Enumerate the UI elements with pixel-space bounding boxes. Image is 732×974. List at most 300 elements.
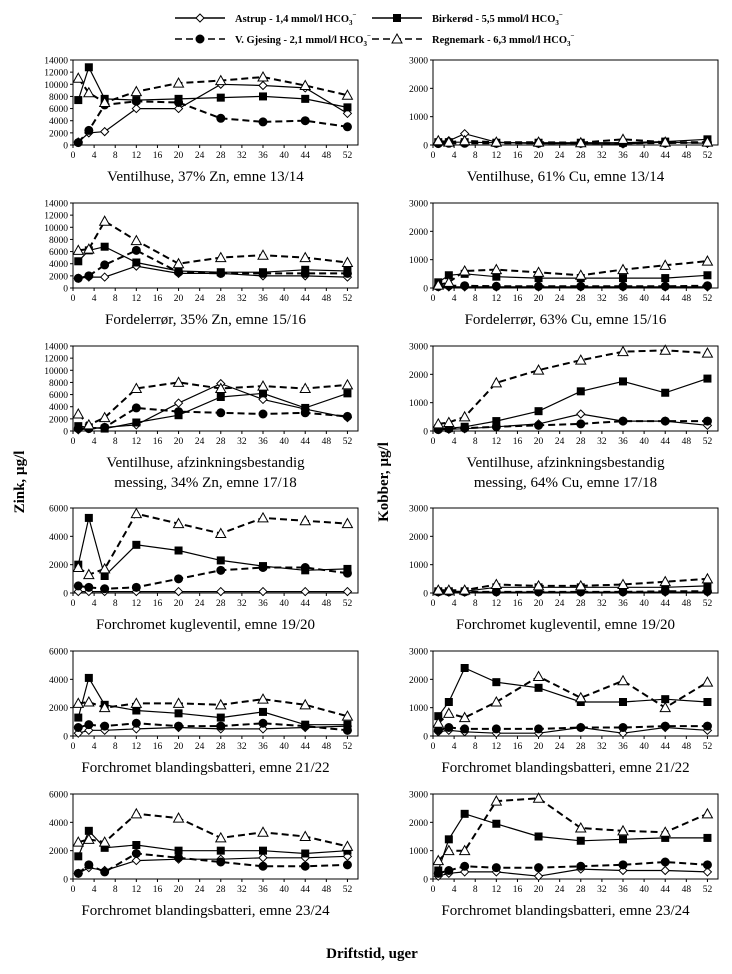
data-point-gjesing xyxy=(175,575,183,583)
x-tick-label: 16 xyxy=(152,294,163,304)
y-tick-label: 1000 xyxy=(409,704,428,715)
y-tick-label: 0 xyxy=(423,427,428,438)
data-point-birkerod xyxy=(75,97,82,104)
y-tick-label: 6000 xyxy=(49,248,68,259)
data-point-regnemark xyxy=(84,697,94,706)
plot-area xyxy=(433,60,718,145)
chart-panel xyxy=(49,648,358,777)
x-tick-label: 40 xyxy=(279,742,289,752)
y-tick-label: 2000 xyxy=(409,370,428,381)
chart-caption: Forchromet kugleventil, emne 19/20 xyxy=(455,617,676,633)
x-tick-label: 52 xyxy=(342,437,353,447)
data-point-gjesing xyxy=(445,724,453,732)
x-tick-label: 0 xyxy=(430,885,436,895)
data-point-birkerod xyxy=(260,847,267,854)
data-point-gjesing xyxy=(703,587,711,595)
x-tick-label: 28 xyxy=(216,437,226,447)
x-tick-label: 28 xyxy=(576,437,586,447)
x-tick-label: 20 xyxy=(173,294,184,304)
x-tick-label: 52 xyxy=(342,294,353,304)
x-tick-label: 0 xyxy=(70,437,76,447)
data-point-gjesing xyxy=(132,583,140,591)
y-tick-label: 1000 xyxy=(409,113,428,124)
data-point-birkerod xyxy=(662,389,669,396)
y-tick-label: 4000 xyxy=(49,117,68,128)
x-tick-label: 28 xyxy=(216,599,226,609)
x-tick-label: 12 xyxy=(491,742,502,752)
data-point-astrup xyxy=(259,854,267,862)
data-point-birkerod xyxy=(535,833,542,840)
x-tick-label: 12 xyxy=(131,151,142,161)
x-tick-label: 40 xyxy=(639,742,649,752)
x-tick-label: 44 xyxy=(300,599,310,609)
x-tick-label: 0 xyxy=(70,151,76,161)
y-tick-label: 4000 xyxy=(49,818,68,829)
chart-caption: Ventilhuse, afzinkningsbestandig xyxy=(466,455,665,471)
x-tick-label: 16 xyxy=(512,885,523,895)
data-point-birkerod xyxy=(217,714,224,721)
data-point-gjesing xyxy=(85,126,93,134)
data-point-gjesing xyxy=(217,409,225,417)
data-point-gjesing xyxy=(343,569,351,577)
data-point-gjesing xyxy=(74,139,82,147)
data-point-regnemark xyxy=(491,697,501,706)
series-gjesing xyxy=(434,282,711,291)
x-tick-label: 40 xyxy=(639,151,649,161)
x-tick-label: 20 xyxy=(173,437,184,447)
data-point-birkerod xyxy=(260,93,267,100)
x-tick-label: 12 xyxy=(491,151,502,161)
y-tick-label: 3000 xyxy=(409,647,428,658)
data-point-gjesing xyxy=(661,858,669,866)
data-point-gjesing xyxy=(703,722,711,730)
x-tick-label: 12 xyxy=(131,885,142,895)
legend xyxy=(175,11,575,48)
x-tick-label: 20 xyxy=(173,599,184,609)
data-point-gjesing xyxy=(175,99,183,107)
x-tick-label: 8 xyxy=(472,437,478,447)
data-point-birkerod xyxy=(662,696,669,703)
data-point-birkerod xyxy=(493,273,500,280)
x-tick-label: 16 xyxy=(152,885,163,895)
x-tick-label: 52 xyxy=(702,437,713,447)
data-point-birkerod xyxy=(217,94,224,101)
data-point-gjesing xyxy=(343,861,351,869)
x-tick-label: 40 xyxy=(279,599,289,609)
x-tick-label: 8 xyxy=(472,151,478,161)
data-point-gjesing xyxy=(301,269,309,277)
x-tick-label: 36 xyxy=(618,437,628,447)
x-tick-label: 36 xyxy=(618,599,628,609)
y-tick-label: 2000 xyxy=(49,272,68,283)
x-tick-label: 8 xyxy=(472,294,478,304)
plot-area xyxy=(73,203,358,288)
y-tick-label: 1000 xyxy=(409,847,428,858)
x-tick-label: 44 xyxy=(300,294,310,304)
x-tick-label: 20 xyxy=(533,151,544,161)
data-point-birkerod xyxy=(217,394,224,401)
series-birkerod xyxy=(75,674,351,728)
x-tick-label: 36 xyxy=(258,437,268,447)
x-tick-label: 48 xyxy=(681,151,692,161)
data-point-gjesing xyxy=(132,719,140,727)
x-tick-label: 28 xyxy=(216,742,226,752)
chart-caption: Forchromet blandingsbatteri, emne 21/22 xyxy=(81,760,330,776)
data-point-birkerod xyxy=(704,834,711,841)
y-tick-label: 1000 xyxy=(409,561,428,572)
data-point-gjesing xyxy=(74,582,82,590)
data-point-gjesing xyxy=(619,588,627,596)
y-tick-label: 12000 xyxy=(44,68,68,79)
data-point-regnemark xyxy=(702,348,712,357)
x-tick-label: 28 xyxy=(216,885,226,895)
x-tick-label: 28 xyxy=(576,599,586,609)
data-point-birkerod xyxy=(217,847,224,854)
data-point-birkerod xyxy=(85,64,92,71)
x-tick-label: 12 xyxy=(491,437,502,447)
plot-area xyxy=(73,60,358,145)
data-point-regnemark xyxy=(131,809,141,818)
data-point-birkerod xyxy=(217,557,224,564)
x-tick-label: 36 xyxy=(258,294,268,304)
data-point-regnemark xyxy=(444,708,454,717)
x-tick-label: 48 xyxy=(681,437,692,447)
data-point-regnemark xyxy=(258,513,268,522)
data-point-birkerod xyxy=(620,836,627,843)
data-point-gjesing xyxy=(492,423,500,431)
x-tick-label: 32 xyxy=(597,437,607,447)
x-tick-label: 16 xyxy=(152,599,163,609)
x-tick-label: 36 xyxy=(258,599,268,609)
y-tick-label: 3000 xyxy=(409,504,428,515)
data-point-gjesing xyxy=(175,408,183,416)
data-point-gjesing xyxy=(217,858,225,866)
data-point-birkerod xyxy=(133,419,140,426)
y-tick-label: 0 xyxy=(63,427,68,438)
y-tick-label: 2000 xyxy=(49,129,68,140)
data-point-regnemark xyxy=(131,87,141,96)
data-point-birkerod xyxy=(85,827,92,834)
x-tick-label: 24 xyxy=(194,294,205,304)
x-tick-label: 4 xyxy=(451,437,457,447)
y-tick-label: 4000 xyxy=(49,675,68,686)
x-tick-label: 32 xyxy=(237,294,247,304)
y-tick-label: 3000 xyxy=(409,790,428,801)
x-tick-label: 36 xyxy=(618,294,628,304)
y-tick-label: 3000 xyxy=(409,56,428,67)
y-tick-label: 4000 xyxy=(49,260,68,271)
data-point-gjesing xyxy=(343,726,351,734)
y-tick-label: 4000 xyxy=(49,532,68,543)
series-line-regnemark xyxy=(438,798,707,860)
x-tick-label: 0 xyxy=(70,599,76,609)
x-tick-label: 8 xyxy=(112,294,118,304)
y-tick-label: 10000 xyxy=(44,80,68,91)
data-point-regnemark xyxy=(534,672,544,681)
x-tick-label: 12 xyxy=(131,294,142,304)
series-line-birkerod xyxy=(78,678,347,725)
legend-marker-astrup xyxy=(196,14,204,22)
data-point-gjesing xyxy=(217,566,225,574)
data-point-gjesing xyxy=(535,282,543,290)
x-tick-label: 4 xyxy=(451,151,457,161)
x-tick-label: 44 xyxy=(300,742,310,752)
x-tick-label: 0 xyxy=(430,742,436,752)
chart-caption: Forchromet kugleventil, emne 19/20 xyxy=(95,617,316,633)
data-point-birkerod xyxy=(445,836,452,843)
data-point-gjesing xyxy=(703,417,711,425)
x-tick-label: 40 xyxy=(279,885,289,895)
chart-caption: Ventilhuse, 37% Zn, emne 13/14 xyxy=(107,169,304,185)
data-point-gjesing xyxy=(74,724,82,732)
x-tick-label: 44 xyxy=(300,885,310,895)
y-tick-label: 3000 xyxy=(409,342,428,353)
data-point-gjesing xyxy=(619,282,627,290)
x-tick-label: 48 xyxy=(321,599,332,609)
data-point-gjesing xyxy=(85,861,93,869)
x-tick-label: 52 xyxy=(702,742,713,752)
x-tick-label: 40 xyxy=(639,885,649,895)
data-point-birkerod xyxy=(75,714,82,721)
data-point-gjesing xyxy=(535,725,543,733)
data-point-regnemark xyxy=(342,258,352,267)
x-tick-label: 20 xyxy=(173,151,184,161)
data-point-regnemark xyxy=(174,813,184,822)
x-tick-label: 32 xyxy=(597,151,607,161)
x-tick-label: 24 xyxy=(194,599,205,609)
y-tick-label: 6000 xyxy=(49,105,68,116)
x-tick-label: 4 xyxy=(451,885,457,895)
data-point-birkerod xyxy=(493,820,500,827)
data-point-gjesing xyxy=(461,725,469,733)
y-tick-label: 2000 xyxy=(409,675,428,686)
y-tick-label: 14000 xyxy=(44,199,68,210)
chart-panel xyxy=(409,648,718,777)
series-gjesing xyxy=(74,719,351,734)
data-point-gjesing xyxy=(85,272,93,280)
x-tick-label: 44 xyxy=(660,742,670,752)
data-point-gjesing xyxy=(535,421,543,429)
x-tick-label: 36 xyxy=(618,742,628,752)
x-tick-label: 24 xyxy=(554,151,565,161)
data-point-regnemark xyxy=(702,677,712,686)
data-point-birkerod xyxy=(101,243,108,250)
y-tick-label: 2000 xyxy=(409,532,428,543)
data-point-gjesing xyxy=(703,861,711,869)
y-tick-label: 0 xyxy=(423,589,428,600)
chart-caption: Ventilhuse, 61% Cu, emne 13/14 xyxy=(466,169,665,185)
data-point-gjesing xyxy=(85,721,93,729)
x-tick-label: 24 xyxy=(554,599,565,609)
legend-item-gjesing xyxy=(175,32,371,48)
data-point-gjesing xyxy=(85,583,93,591)
x-tick-label: 32 xyxy=(597,599,607,609)
data-point-gjesing xyxy=(132,404,140,412)
x-tick-label: 40 xyxy=(639,599,649,609)
data-point-gjesing xyxy=(492,864,500,872)
y-tick-label: 0 xyxy=(63,141,68,152)
data-point-birkerod xyxy=(535,408,542,415)
x-tick-label: 32 xyxy=(237,599,247,609)
data-point-birkerod xyxy=(461,665,468,672)
data-point-gjesing xyxy=(217,722,225,730)
data-point-regnemark xyxy=(342,841,352,850)
data-point-birkerod xyxy=(620,378,627,385)
data-point-birkerod xyxy=(85,674,92,681)
x-tick-label: 8 xyxy=(112,742,118,752)
x-tick-label: 24 xyxy=(554,742,565,752)
x-tick-label: 20 xyxy=(533,599,544,609)
data-point-birkerod xyxy=(75,853,82,860)
x-tick-label: 20 xyxy=(533,437,544,447)
series-gjesing xyxy=(434,858,711,877)
chart-panel xyxy=(409,200,718,329)
data-point-birkerod xyxy=(85,514,92,521)
data-point-birkerod xyxy=(493,679,500,686)
legend-label-regnemark: Regnemark - 6,3 mmol/l $HCO_3^-$ xyxy=(432,32,575,48)
legend-item-astrup xyxy=(175,11,357,27)
data-point-gjesing xyxy=(461,862,469,870)
series-line-regnemark xyxy=(438,350,707,424)
x-tick-label: 48 xyxy=(681,885,692,895)
data-point-regnemark xyxy=(174,259,184,268)
data-point-gjesing xyxy=(175,268,183,276)
data-point-birkerod xyxy=(133,707,140,714)
x-tick-label: 4 xyxy=(91,437,97,447)
data-point-regnemark xyxy=(702,809,712,818)
data-point-birkerod xyxy=(344,390,351,397)
data-point-gjesing xyxy=(577,862,585,870)
x-tick-label: 4 xyxy=(91,885,97,895)
data-point-gjesing xyxy=(343,412,351,420)
y-tick-label: 6000 xyxy=(49,391,68,402)
chart-caption: Fordelerrør, 35% Zn, emne 15/16 xyxy=(104,312,307,328)
x-tick-label: 44 xyxy=(660,151,670,161)
x-tick-label: 44 xyxy=(660,885,670,895)
data-point-gjesing xyxy=(259,862,267,870)
x-tick-label: 24 xyxy=(194,885,205,895)
y-tick-label: 6000 xyxy=(49,504,68,515)
x-tick-label: 16 xyxy=(512,742,523,752)
y-tick-label: 0 xyxy=(63,732,68,743)
y-tick-label: 0 xyxy=(423,284,428,295)
x-tick-label: 16 xyxy=(512,599,523,609)
data-point-gjesing xyxy=(101,722,109,730)
plot-area xyxy=(73,651,358,736)
chart-caption: Forchromet blandingsbatteri, emne 23/24 xyxy=(81,903,330,919)
x-tick-label: 12 xyxy=(131,599,142,609)
data-point-birkerod xyxy=(704,272,711,279)
plot-area xyxy=(433,346,718,431)
data-point-gjesing xyxy=(175,854,183,862)
data-point-astrup xyxy=(259,588,267,596)
x-tick-label: 16 xyxy=(512,294,523,304)
y-tick-label: 12000 xyxy=(44,211,68,222)
data-point-gjesing xyxy=(343,123,351,131)
x-tick-label: 12 xyxy=(491,885,502,895)
x-tick-label: 8 xyxy=(472,742,478,752)
data-point-birkerod xyxy=(577,388,584,395)
data-point-astrup xyxy=(661,867,669,875)
y-tick-label: 2000 xyxy=(409,84,428,95)
x-tick-label: 24 xyxy=(194,437,205,447)
y-tick-label: 6000 xyxy=(49,790,68,801)
data-point-gjesing xyxy=(132,97,140,105)
x-tick-label: 0 xyxy=(430,599,436,609)
y-tick-label: 8000 xyxy=(49,235,68,246)
legend-label-gjesing: V. Gjesing - 2,1 mmol/l $HCO_3^-$ xyxy=(235,32,371,48)
chart-panel xyxy=(49,791,358,920)
data-point-birkerod xyxy=(302,95,309,102)
data-point-birkerod xyxy=(75,258,82,265)
x-tick-label: 16 xyxy=(512,151,523,161)
x-tick-label: 20 xyxy=(533,742,544,752)
y-tick-label: 1000 xyxy=(409,256,428,267)
x-tick-label: 8 xyxy=(112,599,118,609)
x-tick-label: 24 xyxy=(554,294,565,304)
x-tick-label: 48 xyxy=(321,294,332,304)
chart-caption: messing, 34% Zn, emne 17/18 xyxy=(114,475,297,491)
data-point-birkerod xyxy=(461,810,468,817)
data-point-birkerod xyxy=(175,547,182,554)
chart-panel xyxy=(44,57,358,186)
data-point-gjesing xyxy=(259,118,267,126)
data-point-gjesing xyxy=(461,282,469,290)
y-tick-label: 8000 xyxy=(49,92,68,103)
data-point-gjesing xyxy=(434,869,442,877)
x-tick-label: 28 xyxy=(576,151,586,161)
y-tick-label: 0 xyxy=(63,589,68,600)
y-tick-label: 2000 xyxy=(49,704,68,715)
x-tick-label: 48 xyxy=(681,742,692,752)
data-point-birkerod xyxy=(620,699,627,706)
data-point-gjesing xyxy=(661,587,669,595)
y-tick-label: 2000 xyxy=(49,415,68,426)
x-tick-label: 40 xyxy=(279,437,289,447)
x-tick-label: 16 xyxy=(152,437,163,447)
x-tick-label: 4 xyxy=(451,599,457,609)
data-point-regnemark xyxy=(131,509,141,518)
legend-label-astrup: Astrup - 1,4 mmol/l $HCO_3^-$ xyxy=(235,11,357,27)
x-tick-label: 52 xyxy=(702,599,713,609)
x-tick-label: 44 xyxy=(300,437,310,447)
x-tick-label: 24 xyxy=(554,437,565,447)
y-tick-label: 2000 xyxy=(49,561,68,572)
x-tick-label: 0 xyxy=(70,885,76,895)
x-tick-label: 20 xyxy=(533,294,544,304)
chart-caption: Ventilhuse, afzinkningsbestandig xyxy=(106,455,305,471)
data-point-gjesing xyxy=(301,409,309,417)
data-point-astrup xyxy=(577,410,585,418)
data-point-gjesing xyxy=(101,868,109,876)
x-tick-label: 52 xyxy=(702,151,713,161)
legend-item-birkerod xyxy=(372,11,563,27)
y-tick-label: 3000 xyxy=(409,199,428,210)
data-point-gjesing xyxy=(343,269,351,277)
x-tick-label: 0 xyxy=(430,151,436,161)
x-tick-label: 32 xyxy=(597,885,607,895)
x-tick-label: 48 xyxy=(321,437,332,447)
x-tick-label: 52 xyxy=(342,742,353,752)
x-tick-label: 0 xyxy=(430,294,436,304)
x-tick-label: 40 xyxy=(279,151,289,161)
x-tick-label: 16 xyxy=(152,151,163,161)
data-point-birkerod xyxy=(260,708,267,715)
y-tick-label: 0 xyxy=(423,875,428,886)
data-point-birkerod xyxy=(445,699,452,706)
data-point-birkerod xyxy=(704,699,711,706)
x-tick-label: 8 xyxy=(112,151,118,161)
